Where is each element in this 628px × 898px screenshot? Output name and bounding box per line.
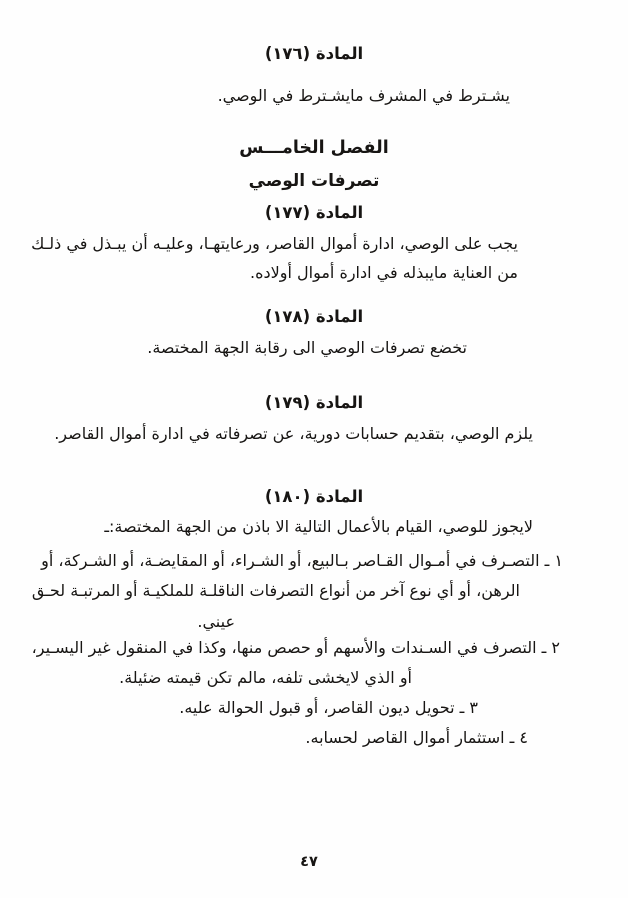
article-180-heading: المادة (١٨٠): [264, 487, 364, 506]
article-176-heading: المادة (١٧٦): [264, 44, 364, 63]
article-180-item-1-line-1: ١ ـ التصـرف في أمـوال القـاصر بـالبيع، أو الشـراء، أو المقايضـة، أو الشـركة، أو: [41, 551, 563, 570]
article-178-body: تخضع تصرفات الوصي الى رقابة الجهة المختصة.: [147, 338, 467, 357]
article-177-heading: المادة (١٧٧): [264, 203, 364, 222]
chapter-title: الفصل الخامـــس: [239, 138, 389, 158]
page-number: ٤٧: [300, 854, 318, 870]
article-177-line-1: يجب على الوصي، ادارة أموال القاصر، ورعايتهـا، وعليـه أن يبـذل في ذلـك: [31, 234, 518, 253]
article-177-line-2: من العناية مايبذله في ادارة أموال أولاده.: [250, 263, 518, 282]
article-179-body: يلزم الوصي، بتقديم حسابات دورية، عن تصرفاته في ادارة أموال القاصر.: [54, 424, 533, 443]
article-180-item-3-line-1: ٣ ـ تحويل ديون القاصر، أو قبول الحوالة عليه.: [179, 698, 478, 717]
article-180-item-2-line-2: أو الذي لايخشى تلفه، مالم تكن قيمته ضئيلة.: [119, 668, 412, 687]
article-180-item-4-line-1: ٤ ـ استثمار أموال القاصر لحسابه.: [305, 728, 528, 747]
chapter-subtitle: تصرفات الوصي: [248, 171, 380, 191]
article-180-item-2-line-1: ٢ ـ التصرف في السـندات والأسهم أو حصص منها، وكذا في المنقول غير اليسـير،: [31, 638, 560, 657]
article-180-intro: لايجوز للوصي، القيام بالأعمال التالية الا باذن من الجهة المختصة:ـ: [104, 517, 533, 536]
article-179-heading: المادة (١٧٩): [264, 393, 364, 412]
article-180-item-1-line-3: عيني.: [197, 612, 235, 631]
article-176-body: يشـترط في المشرف مايشـترط في الوصي.: [217, 86, 510, 105]
article-178-heading: المادة (١٧٨): [264, 307, 364, 326]
article-180-item-1-line-2: الرهن، أو أي نوع آخر من أنواع التصرفات الناقلـة للملكيـة أو المرتبـة لحـق: [31, 581, 520, 600]
